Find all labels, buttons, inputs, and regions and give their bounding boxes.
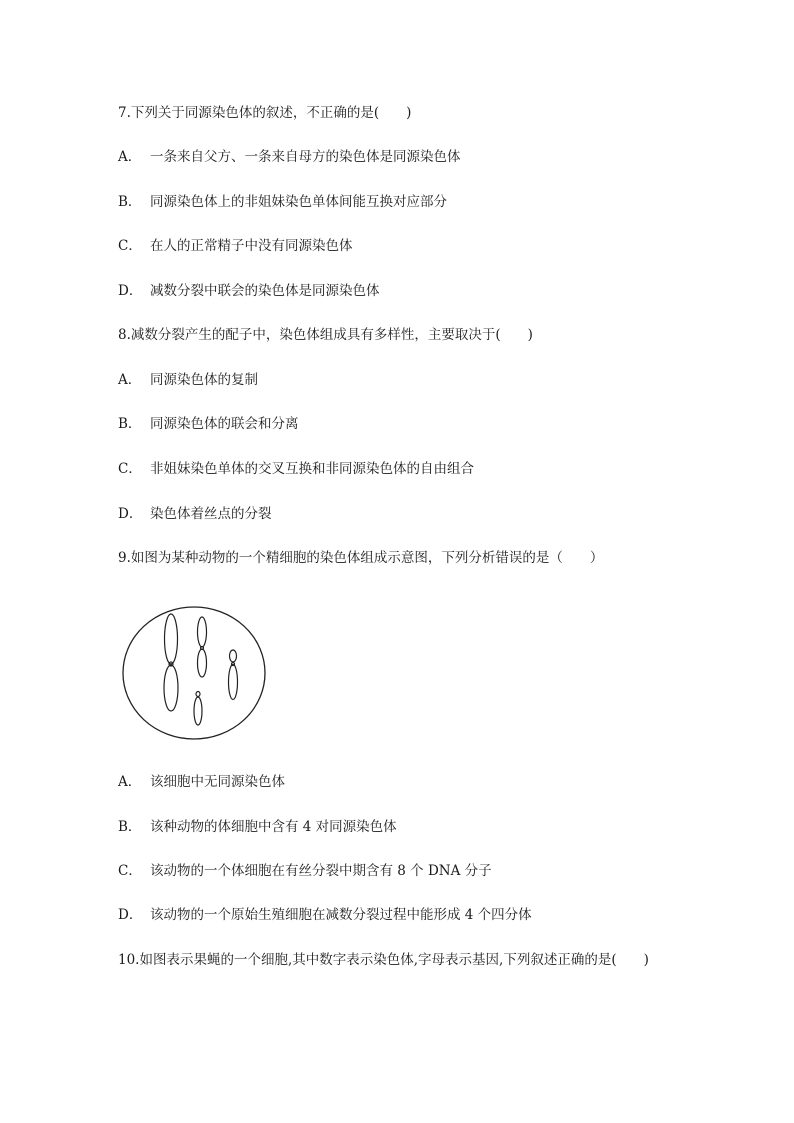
- option-letter: A．: [118, 774, 142, 790]
- option-text: 非姐妹染色单体的交叉互换和非同源染色体的自由组合: [150, 461, 474, 477]
- chromosome-tiny: [194, 692, 202, 726]
- option-text: 染色体着丝点的分裂: [150, 506, 272, 522]
- option-letter: C．: [118, 461, 142, 477]
- sperm-cell-svg: [120, 603, 270, 743]
- option-text: 该动物的一个体细胞在有丝分裂中期含有 8 个 DNA 分子: [150, 863, 492, 879]
- option-9c: [118, 862, 492, 880]
- option-letter: C．: [118, 863, 142, 879]
- option-7d: [118, 282, 380, 300]
- option-8a: [118, 371, 258, 389]
- question-9-stem: 9.如图为某种动物的一个精细胞的染色体组成示意图，下列分析错误的是（ ）: [118, 550, 604, 566]
- chromosome-medium: [198, 617, 207, 677]
- option-9d: [118, 906, 532, 924]
- option-8d: [118, 505, 272, 523]
- option-letter: B．: [118, 194, 142, 210]
- option-8b: [118, 415, 299, 433]
- option-letter: B．: [118, 819, 142, 835]
- option-letter: D．: [118, 506, 143, 522]
- option-text: 减数分裂中联会的染色体是同源染色体: [150, 283, 380, 299]
- option-text: 在人的正常精子中没有同源染色体: [150, 238, 353, 254]
- option-text: 同源染色体上的非姐妹染色单体间能互换对应部分: [150, 194, 447, 210]
- question-10-stem: 10.如图表示果蝇的一个细胞,其中数字表示染色体,字母表示基因,下列叙述正确的是( ): [118, 952, 649, 968]
- option-7a: [118, 148, 461, 166]
- option-letter: D．: [118, 283, 143, 299]
- option-text: 该细胞中无同源染色体: [150, 774, 285, 790]
- option-letter: B．: [118, 416, 142, 432]
- option-9b: [118, 818, 397, 836]
- cell-membrane: [123, 607, 265, 739]
- chromosome-large: [164, 614, 178, 711]
- option-9a: [118, 773, 285, 791]
- option-text: 一条来自父方、一条来自母方的染色体是同源染色体: [150, 149, 461, 165]
- option-letter: D．: [118, 907, 143, 923]
- option-text: 该种动物的体细胞中含有 4 对同源染色体: [150, 819, 397, 835]
- sperm-cell-diagram: [120, 603, 270, 743]
- option-text: 同源染色体的联会和分离: [150, 416, 299, 432]
- option-letter: A．: [118, 149, 142, 165]
- chromosome-small: [229, 650, 238, 700]
- question-7-stem: 7.下列关于同源染色体的叙述，不正确的是( ): [118, 105, 412, 121]
- option-letter: A．: [118, 372, 142, 388]
- option-text: 同源染色体的复制: [150, 372, 258, 388]
- option-text: 该动物的一个原始生殖细胞在减数分裂过程中能形成 4 个四分体: [150, 907, 532, 923]
- option-letter: C．: [118, 238, 142, 254]
- option-8c: [118, 460, 474, 478]
- option-7c: [118, 237, 353, 255]
- question-8-stem: 8.减数分裂产生的配子中，染色体组成具有多样性，主要取决于( ): [118, 327, 533, 343]
- option-7b: [118, 193, 447, 211]
